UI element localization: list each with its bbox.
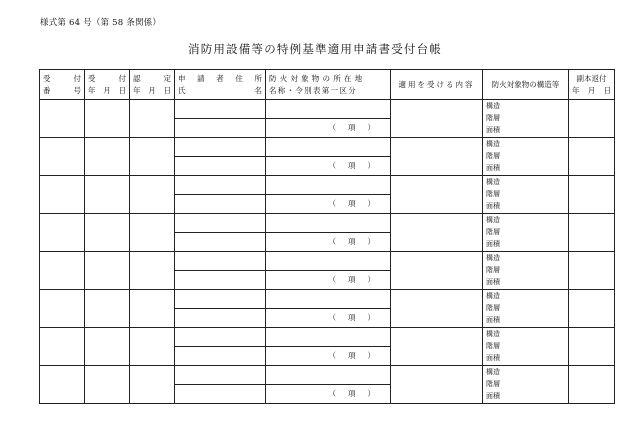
cell-copy-return-date[interactable]: [569, 214, 615, 252]
cell-copy-return-date[interactable]: [569, 176, 615, 214]
ledger-entry-top: [40, 176, 615, 195]
item-open-paren: （: [328, 161, 336, 171]
cell-applied-content[interactable]: [391, 214, 483, 252]
item-word: 項: [348, 123, 356, 133]
cell-receipt-date[interactable]: [85, 176, 130, 214]
cell-structure[interactable]: [483, 138, 569, 176]
cell-receipt-number[interactable]: [40, 366, 85, 404]
floors-label: 階層: [486, 227, 500, 236]
cell-copy-return-date[interactable]: [569, 138, 615, 176]
cell-applied-content[interactable]: [391, 290, 483, 328]
cell-applicant-address[interactable]: [175, 290, 266, 309]
cell-approval-date[interactable]: [130, 100, 175, 138]
item-close-paren: ）: [367, 351, 375, 361]
structure-label: 構造: [486, 139, 500, 148]
cell-receipt-date[interactable]: [85, 138, 130, 176]
header-receipt-date: 受 付 年 月 日: [85, 70, 130, 100]
cell-applicant-name[interactable]: [175, 233, 266, 252]
item-close-paren: ）: [367, 275, 375, 285]
cell-location-address[interactable]: [266, 252, 391, 271]
structure-label: 構造: [486, 253, 500, 262]
floors-label: 階層: [486, 265, 500, 274]
cell-receipt-number[interactable]: [40, 100, 85, 138]
header-row: [40, 70, 615, 100]
area-label: 面積: [486, 202, 500, 211]
header-content: 適用を受ける内容: [391, 70, 483, 100]
cell-location-address[interactable]: [266, 100, 391, 119]
cell-location-name-category[interactable]: [266, 119, 391, 138]
document-title: 消防用設備等の特例基準適用申請書受付台帳: [188, 42, 442, 56]
cell-receipt-number[interactable]: [40, 328, 85, 366]
item-open-paren: （: [328, 237, 336, 247]
area-label: 面積: [486, 240, 500, 249]
cell-applicant-address[interactable]: [175, 366, 266, 385]
structure-label: 構造: [486, 101, 500, 110]
cell-applicant-name[interactable]: [175, 309, 266, 328]
item-close-paren: ）: [367, 389, 375, 399]
ledger-body: [40, 100, 615, 404]
cell-location-name-category[interactable]: [266, 347, 391, 366]
header-receipt-number: 受 付 番 号: [40, 70, 85, 100]
cell-applicant-name[interactable]: [175, 119, 266, 138]
item-word: 項: [348, 351, 356, 361]
header-structure: 防火対象物の構造等: [483, 70, 569, 100]
item-close-paren: ）: [367, 123, 375, 133]
cell-receipt-number[interactable]: [40, 252, 85, 290]
cell-applied-content[interactable]: [391, 176, 483, 214]
ledger-entry-top: [40, 138, 615, 157]
item-close-paren: ）: [367, 199, 375, 209]
cell-applied-content[interactable]: [391, 138, 483, 176]
item-open-paren: （: [328, 123, 336, 133]
ledger-entry-top: [40, 252, 615, 271]
cell-applied-content[interactable]: [391, 328, 483, 366]
cell-structure[interactable]: [483, 252, 569, 290]
header-applicant: 申 請 者 住 所 氏 名: [175, 70, 266, 100]
cell-applicant-address[interactable]: [175, 252, 266, 271]
cell-receipt-number[interactable]: [40, 138, 85, 176]
area-label: 面積: [486, 392, 500, 401]
cell-location-name-category[interactable]: [266, 271, 391, 290]
area-label: 面積: [486, 278, 500, 287]
cell-copy-return-date[interactable]: [569, 328, 615, 366]
cell-applicant-name[interactable]: [175, 271, 266, 290]
cell-receipt-date[interactable]: [85, 290, 130, 328]
cell-structure[interactable]: [483, 100, 569, 138]
area-label: 面積: [486, 126, 500, 135]
ledger-entry-top: [40, 328, 615, 347]
item-open-paren: （: [328, 275, 336, 285]
cell-applicant-name[interactable]: [175, 385, 266, 404]
item-word: 項: [348, 275, 356, 285]
cell-applicant-name[interactable]: [175, 347, 266, 366]
cell-approval-date[interactable]: [130, 176, 175, 214]
cell-structure[interactable]: [483, 176, 569, 214]
ledger-entry-top: [40, 100, 615, 119]
item-close-paren: ）: [367, 237, 375, 247]
cell-applicant-address[interactable]: [175, 100, 266, 119]
cell-location-name-category[interactable]: [266, 385, 391, 404]
cell-location-address[interactable]: [266, 366, 391, 385]
cell-structure[interactable]: [483, 328, 569, 366]
cell-location-address[interactable]: [266, 138, 391, 157]
cell-location-name-category[interactable]: [266, 157, 391, 176]
cell-copy-return-date[interactable]: [569, 366, 615, 404]
cell-approval-date[interactable]: [130, 138, 175, 176]
item-word: 項: [348, 161, 356, 171]
structure-label: 構造: [486, 215, 500, 224]
cell-structure[interactable]: [483, 290, 569, 328]
item-close-paren: ）: [367, 161, 375, 171]
area-label: 面積: [486, 354, 500, 363]
cell-approval-date[interactable]: [130, 214, 175, 252]
cell-copy-return-date[interactable]: [569, 100, 615, 138]
cell-receipt-date[interactable]: [85, 214, 130, 252]
item-word: 項: [348, 313, 356, 323]
cell-applicant-address[interactable]: [175, 176, 266, 195]
cell-receipt-date[interactable]: [85, 366, 130, 404]
cell-applicant-name[interactable]: [175, 195, 266, 214]
cell-copy-return-date[interactable]: [569, 290, 615, 328]
cell-applicant-address[interactable]: [175, 138, 266, 157]
item-open-paren: （: [328, 199, 336, 209]
cell-location-address[interactable]: [266, 214, 391, 233]
cell-copy-return-date[interactable]: [569, 252, 615, 290]
header-copy-return: 副本返付 年 月 日: [569, 70, 615, 100]
area-label: 面積: [486, 164, 500, 173]
cell-receipt-date[interactable]: [85, 100, 130, 138]
cell-structure[interactable]: [483, 214, 569, 252]
item-word: 項: [348, 199, 356, 209]
cell-approval-date[interactable]: [130, 366, 175, 404]
cell-applied-content[interactable]: [391, 366, 483, 404]
structure-label: 構造: [486, 367, 500, 376]
cell-approval-date[interactable]: [130, 252, 175, 290]
cell-location-address[interactable]: [266, 290, 391, 309]
item-close-paren: ）: [367, 313, 375, 323]
cell-location-name-category[interactable]: [266, 195, 391, 214]
structure-label: 構造: [486, 329, 500, 338]
cell-receipt-number[interactable]: [40, 290, 85, 328]
cell-location-name-category[interactable]: [266, 309, 391, 328]
cell-receipt-date[interactable]: [85, 252, 130, 290]
cell-applicant-address[interactable]: [175, 214, 266, 233]
floors-label: 階層: [486, 189, 500, 198]
floors-label: 階層: [486, 341, 500, 350]
structure-label: 構造: [486, 291, 500, 300]
cell-receipt-number[interactable]: [40, 176, 85, 214]
cell-approval-date[interactable]: [130, 290, 175, 328]
floors-label: 階層: [486, 113, 500, 122]
floors-label: 階層: [486, 379, 500, 388]
cell-approval-date[interactable]: [130, 328, 175, 366]
item-word: 項: [348, 237, 356, 247]
cell-applicant-address[interactable]: [175, 328, 266, 347]
ledger-entry-top: [40, 290, 615, 309]
cell-location-address[interactable]: [266, 176, 391, 195]
item-open-paren: （: [328, 351, 336, 361]
header-approval-date: 認 定 年 月 日: [130, 70, 175, 100]
application-ledger-table: [39, 69, 615, 404]
cell-location-name-category[interactable]: [266, 233, 391, 252]
floors-label: 階層: [486, 151, 500, 160]
cell-applied-content[interactable]: [391, 100, 483, 138]
cell-receipt-number[interactable]: [40, 214, 85, 252]
cell-receipt-date[interactable]: [85, 328, 130, 366]
floors-label: 階層: [486, 303, 500, 312]
structure-label: 構造: [486, 177, 500, 186]
ledger-entry-top: [40, 366, 615, 385]
cell-structure[interactable]: [483, 366, 569, 404]
item-word: 項: [348, 389, 356, 399]
item-open-paren: （: [328, 313, 336, 323]
cell-location-address[interactable]: [266, 328, 391, 347]
area-label: 面積: [486, 316, 500, 325]
cell-applicant-name[interactable]: [175, 157, 266, 176]
ledger-entry-top: [40, 214, 615, 233]
item-open-paren: （: [328, 389, 336, 399]
cell-applied-content[interactable]: [391, 252, 483, 290]
form-number: 様式第 64 号（第 58 条関係）: [40, 18, 162, 28]
header-location: 防火対象物の所在地 名称・令別表第一区分: [266, 70, 391, 100]
